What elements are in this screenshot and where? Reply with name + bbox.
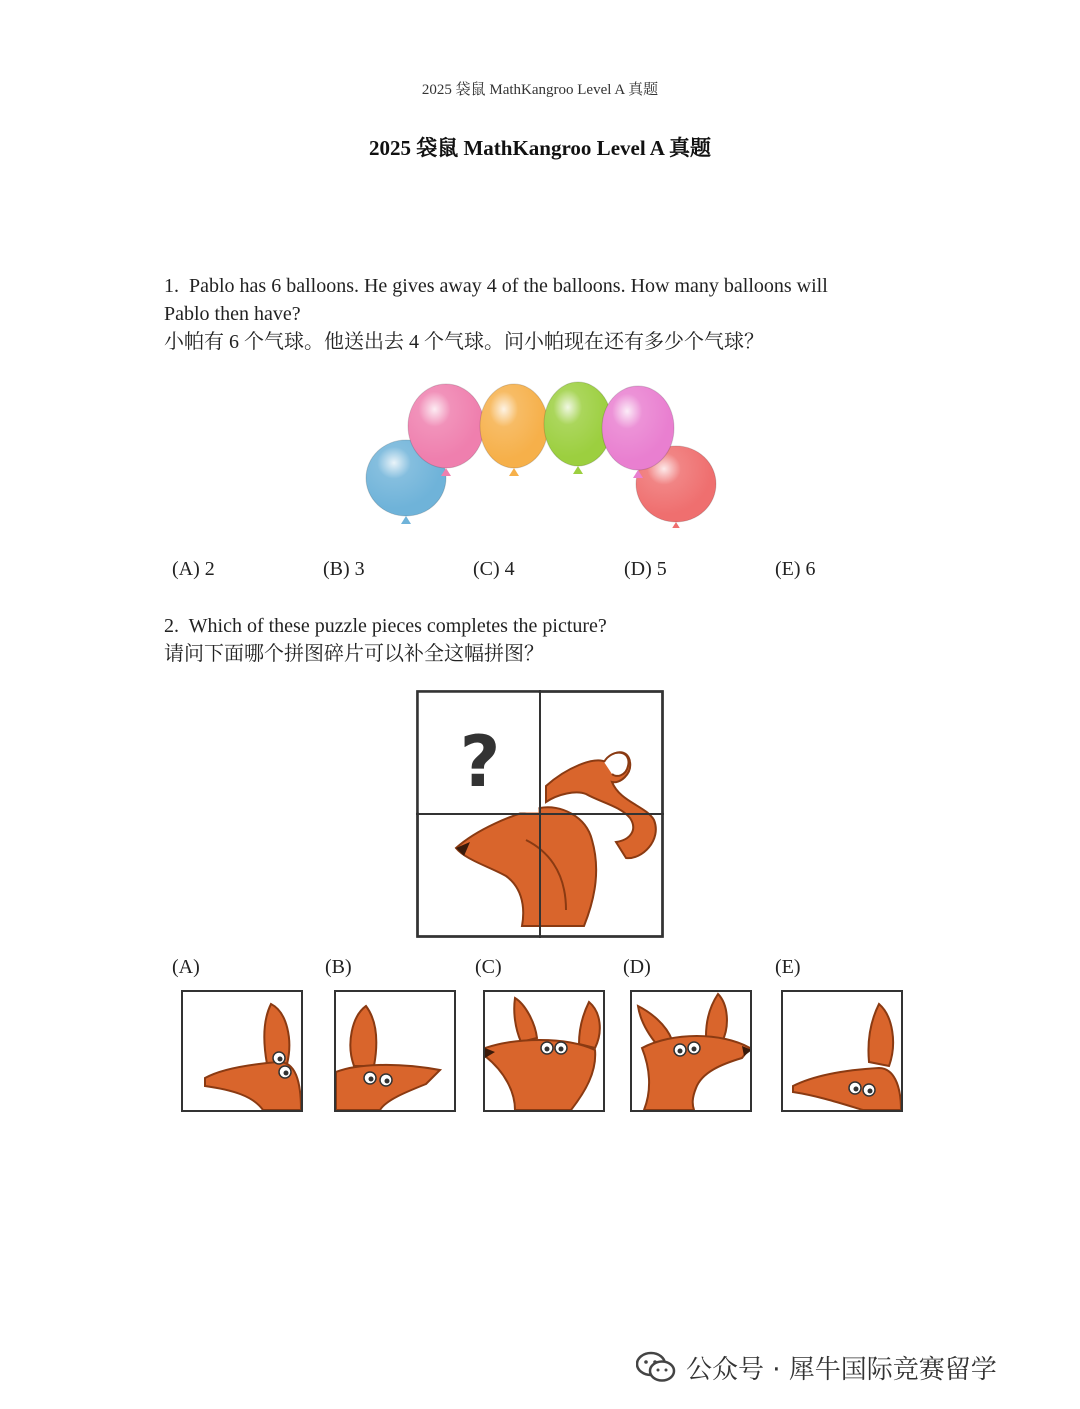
q2-number: 2. [164,615,179,637]
q2-text-en: Which of these puzzle pieces completes the picture? [188,615,607,637]
q1-option-b[interactable]: (B) 3 [323,558,365,580]
footer-watermark [636,1347,997,1387]
q1-option-e[interactable]: (E) 6 [775,558,816,580]
q2-option-b-piece[interactable] [334,990,456,1112]
page-title: 2025 袋鼠 MathKangroo Level A 真题 [368,136,712,160]
q1-option-d[interactable]: (D) 5 [624,558,667,580]
q1-number: 1. [164,275,179,297]
footer-text: 公众号 · 犀牛国际竞赛留学 [686,1354,997,1385]
q2-option-d-piece[interactable] [630,990,752,1112]
q2-option-c-piece[interactable] [483,990,605,1112]
q1-text-en-1: Pablo has 6 balloons. He gives away 4 of the balloons. How many balloons will [189,275,828,297]
puzzle-grid [416,690,664,938]
balloon-3 [480,384,548,476]
q2-option-e-label[interactable]: (E) [775,956,801,978]
q1-text-en-line2: Pablo then have? [164,303,301,325]
q2-option-a-label[interactable]: (A) [172,956,200,978]
q1-option-c[interactable]: (C) 4 [473,558,515,580]
missing-piece-question-mark: ? [459,721,501,803]
q1-text-en-line1 [164,272,828,300]
kangaroo-face-icon [632,992,750,1110]
kangaroo-head-right-icon [336,992,454,1110]
balloons-illustration [364,372,728,528]
kangaroo-head-left-icon [783,992,901,1110]
q2-text-en-line [164,612,607,640]
q2-option-e-piece[interactable] [781,990,903,1112]
q2-option-c-label[interactable]: (C) [475,956,502,978]
q2-option-b-label[interactable]: (B) [325,956,352,978]
kangaroo-face-icon [485,992,603,1110]
kangaroo-head-left-icon [183,992,301,1110]
running-header: 2025 袋鼠 MathKangroo Level A 真题 [421,82,659,98]
q2-option-a-piece[interactable] [181,990,303,1112]
q2-text-zh: 请问下面哪个拼图碎片可以补全这幅拼图？ [164,643,544,665]
q1-option-a[interactable]: (A) 2 [172,558,215,580]
q1-text-zh: 小帕有 6 个气球。他送出去 4 个气球。问小帕现在还有多少个气球？ [164,331,764,353]
q2-option-d-label[interactable]: (D) [623,956,651,978]
wechat-icon [636,1350,676,1384]
